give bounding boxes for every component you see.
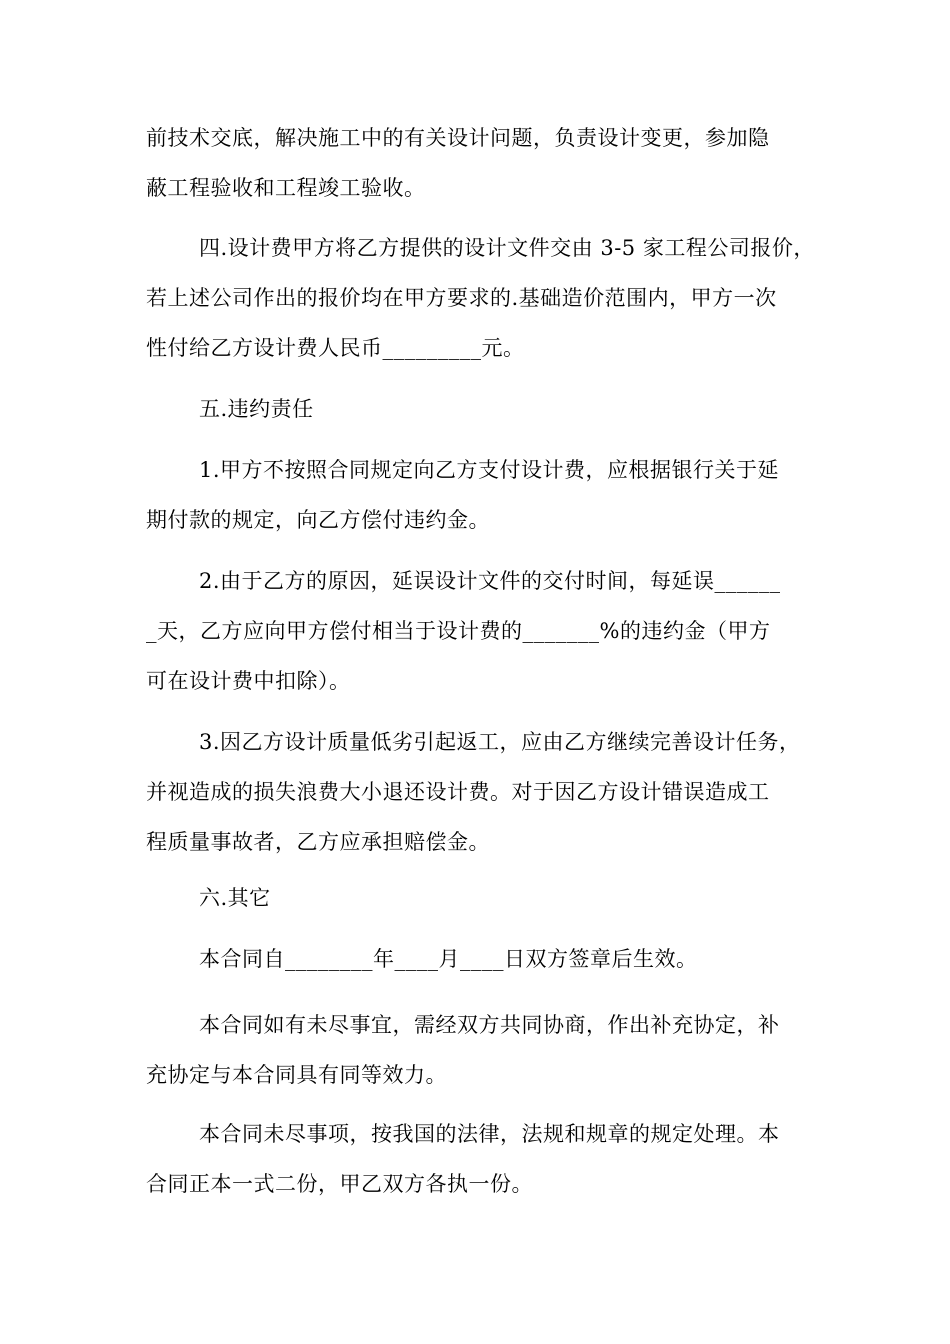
text-line: 本合同如有未尽事宜，需经双方共同协商，作出补充协定，补 <box>199 1013 780 1037</box>
text-line: 本合同未尽事项，按我国的法律，法规和规章的规定处理。本 <box>199 1122 780 1146</box>
text-line: 四.设计费甲方将乙方提供的设计文件交由 3-5 家工程公司报价， <box>199 236 815 260</box>
text-line: 2.由于乙方的原因，延误设计文件的交付时间，每延误______ <box>199 569 781 593</box>
text-line: 1.甲方不按照合同规定向乙方支付设计费，应根据银行关于延 <box>199 458 780 482</box>
text-line: 可在设计费中扣除）。 <box>146 669 351 693</box>
text-line: 若上述公司作出的报价均在甲方要求的.基础造价范围内，甲方一次 <box>146 286 777 310</box>
text-line: 并视造成的损失浪费大小退还设计费。对于因乙方设计错误造成工 <box>146 780 770 804</box>
text-line: 蔽工程验收和工程竣工验收。 <box>146 176 426 200</box>
section-heading: 六.其它 <box>199 886 271 910</box>
text-line: 期付款的规定，向乙方偿付违约金。 <box>146 508 490 532</box>
text-line: 前技术交底，解决施工中的有关设计问题，负责设计变更，参加隐 <box>146 126 770 150</box>
text-line: 本合同自________年____月____日双方签章后生效。 <box>199 947 698 971</box>
text-line: 充协定与本合同具有同等效力。 <box>146 1063 447 1087</box>
text-line: 性付给乙方设计费人民币_________元。 <box>146 336 525 360</box>
text-line: 3.因乙方设计质量低劣引起返工，应由乙方继续完善设计任务， <box>199 730 801 754</box>
section-heading: 五.违约责任 <box>199 397 314 421</box>
text-line: 程质量事故者，乙方应承担赔偿金。 <box>146 830 490 854</box>
text-line: _天，乙方应向甲方偿付相当于设计费的_______%的违约金（甲方 <box>146 619 771 643</box>
text-line: 合同正本一式二份，甲乙双方各执一份。 <box>146 1172 533 1196</box>
